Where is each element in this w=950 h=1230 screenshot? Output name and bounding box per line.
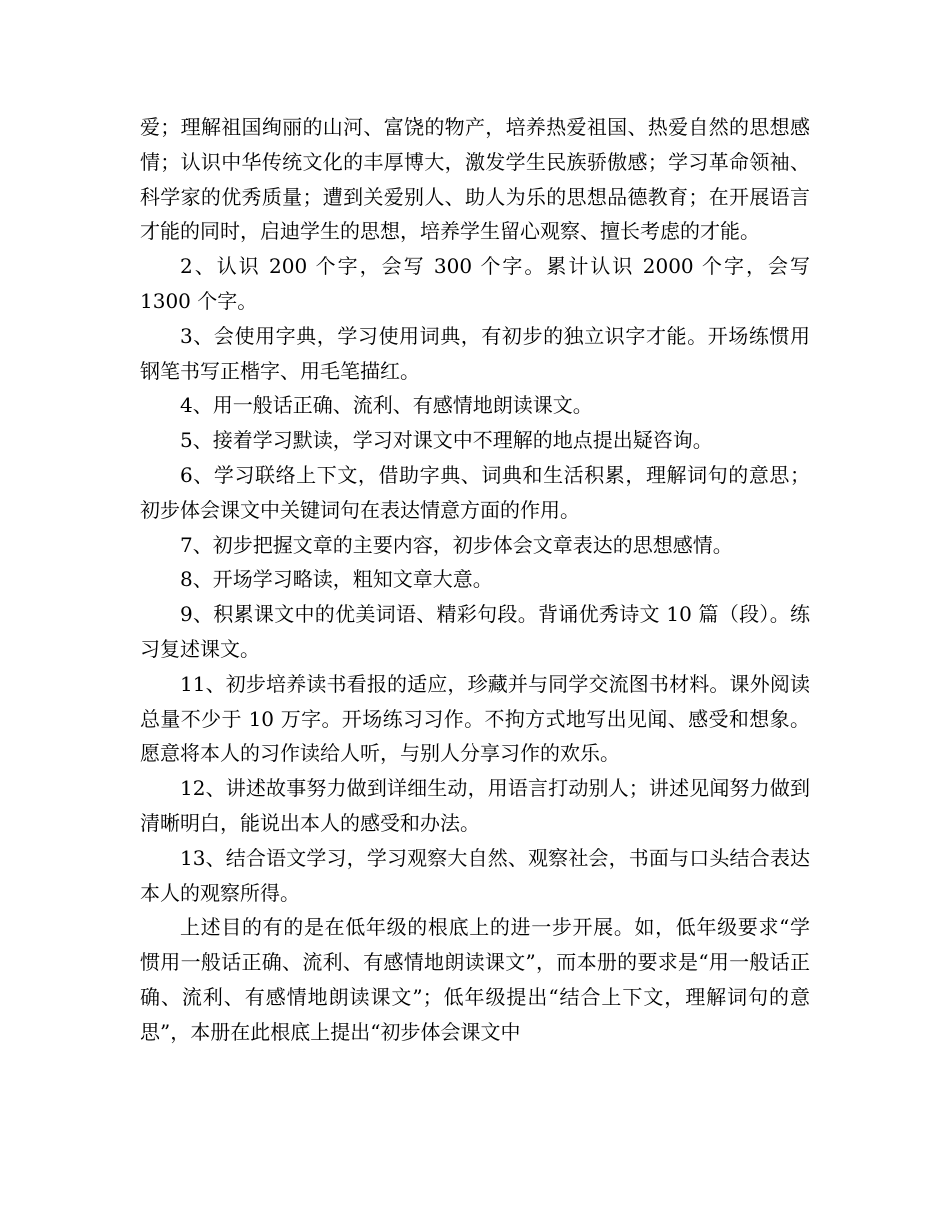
- paragraph-item-5: 5、接着学习默读，学习对课文中不理解的地点提出疑咨询。: [180, 428, 713, 453]
- paragraph-item-6: 6、学习联络上下文，借助字典、词典和生活积累，理解词句的意思；初步体会课文中关键词句在表达情意方面的作用。: [140, 462, 810, 522]
- paragraph-item-13: 13、结合语文学习，学习观察大自然、观察社会，书面与口头结合表达本人的观察所得。: [140, 845, 810, 905]
- document-page: [140, 110, 810, 1050]
- paragraph-goals-continued: 爱；理解祖国绚丽的山河、富饶的物产，培养热爱祖国、热爱自然的思想感情；认识中华传统文化的丰厚博大，激发学生民族骄傲感；学习革命领袖、科学家的优秀质量；遭到关爱别人、助人为乐的思想品德教育；在开展语言才能的同时，启迪学生的思想，培养学生留心观察、擅长考虑的才能。: [140, 115, 810, 244]
- paragraph-item-12: 12、讲述故事努力做到详细生动，用语言打动别人；讲述见闻努力做到清晰明白，能说出本人的感受和办法。: [140, 776, 810, 835]
- paragraph-item-3: 3、会使用字典，学习使用词典，有初步的独立识字才能。开场练惯用钢笔书写正楷字、用毛笔描红。: [140, 323, 810, 383]
- paragraph-item-7: 7、初步把握文章的主要内容，初步体会文章表达的思想感情。: [180, 532, 733, 557]
- paragraph-item-9: 9、积累课文中的优美词语、精彩句段。背诵优秀诗文 10 篇（段）。练习复述课文。: [140, 602, 810, 661]
- paragraph-summary: 上述目的有的是在低年级的根底上的进一步开展。如，低年级要求“学惯用一般话正确、流利、有感情地朗读课文”，而本册的要求是“用一般话正确、流利、有感情地朗读课文”；低年级提出“结合上下文，理解词句的意思”，本册在此根底上提出“初步体会课文中: [140, 915, 810, 1044]
- paragraph-item-11: 11、初步培养读书看报的适应，珍藏并与同学交流图书材料。课外阅读总量不少于 10 万字。开场练习习作。不拘方式地写出见闻、感受和想象。愿意将本人的习作读给人听，与别人分享习作的欢乐。: [140, 671, 810, 766]
- paragraph-item-4: 4、用一般话正确、流利、有感情地朗读课文。: [180, 393, 593, 418]
- paragraph-item-2: 2、认识 200 个字，会写 300 个字。累计认识 2000 个字，会写 1300 个字。: [140, 254, 810, 313]
- paragraph-item-8: 8、开场学习略读，粗知文章大意。: [180, 567, 493, 592]
